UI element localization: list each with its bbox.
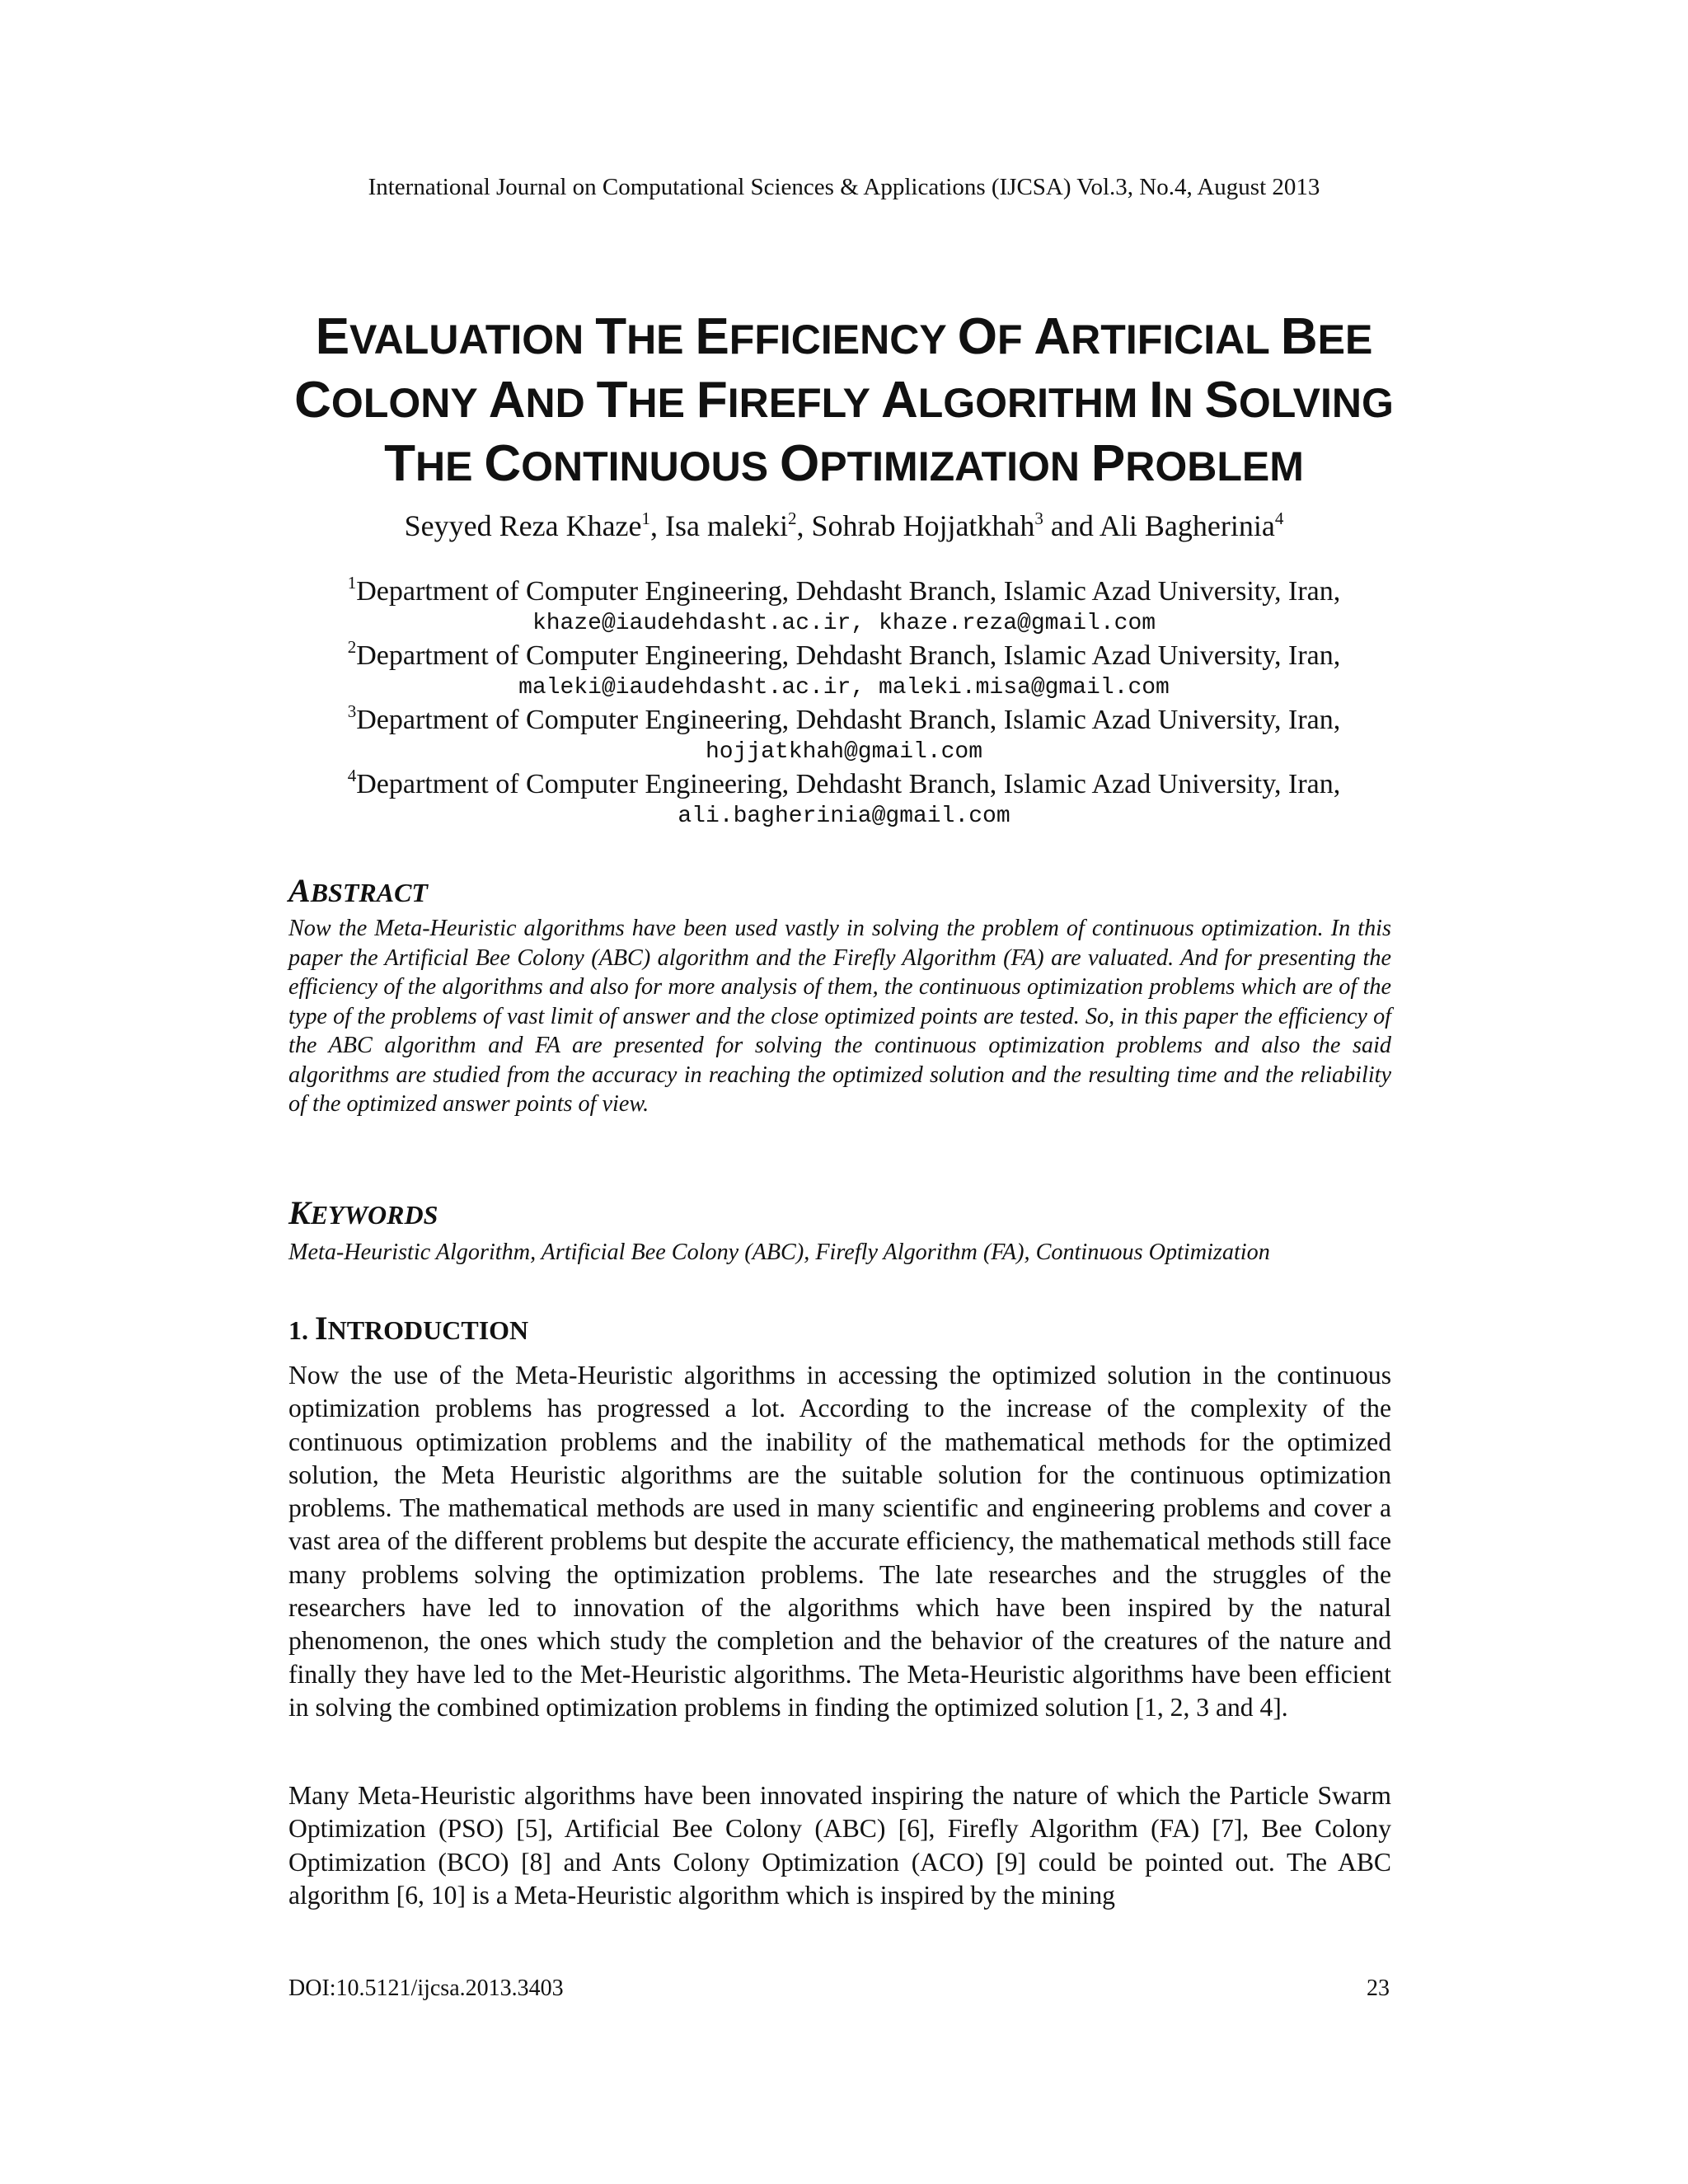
title-word [595,308,684,365]
title-word-capital: E [695,308,729,365]
title-word-rest: VALUATION [349,316,584,363]
title-word [957,308,1023,365]
keywords-heading-rest: EYWORDS [310,1200,438,1230]
author-separator: and [1043,509,1100,542]
title-word [315,308,584,365]
title-word [1149,372,1193,429]
title-word-capital: B [1280,308,1318,365]
author-list [0,503,1688,549]
affiliation-marker: 1 [347,573,357,593]
introduction-paragraph-2: Many Meta-Heuristic algorithms have been innovated inspiring the nature of which the Particle Swarm Optimization (PSO) [5], Artificial Bee Colony (ABC) [6], Firefly Algorithm (FA) [7], Bee Colony Optimization (BCO) [8] and Ants Colony Optimization (ACO) [9] could be pointed out. The ABC algorithm [6, 10] is a Meta-Heuristic algorithm which is inspired by the mining [288,1781,1391,1910]
title-word-capital: E [315,308,350,365]
title-word [880,372,1138,429]
affiliation-department: Department of Computer Engineering, Dehdasht Branch, Islamic Azad University, Iran, [356,576,1341,607]
author-name: Seyyed Reza Khaze [404,509,642,542]
abstract-heading [288,873,428,911]
title-word-capital: P [1090,435,1126,492]
title-word [780,435,1080,492]
affiliation-list [0,574,1688,832]
affiliation-text [0,703,1688,738]
title-word-capital: T [596,372,628,429]
title-word-rest: PTIMIZATION [819,443,1080,490]
title-word-capital: C [294,372,331,429]
title-word-rest: N [1163,380,1193,426]
affiliation-text [0,767,1688,802]
title-word-capital: C [484,435,522,492]
affiliation-block [0,639,1688,703]
affiliation-email[interactable]: khaze@iaudehdasht.ac.ir, khaze.reza@gmail.com [532,611,1156,636]
title-word-rest: OLONY [331,380,477,426]
affiliation-department: Department of Computer Engineering, Dehdasht Branch, Islamic Azad University, Iran, [356,769,1341,799]
title-line-1 [165,307,1523,370]
title-word-rest: ND [525,380,585,426]
affiliation-department: Department of Computer Engineering, Dehdasht Branch, Islamic Azad University, Iran, [356,705,1341,735]
title-word [484,435,769,492]
author-affiliation-marker: 3 [1034,509,1043,528]
affiliation-email[interactable]: hojjatkhah@gmail.com [705,739,983,765]
title-word-capital: A [880,372,918,429]
title-word-capital: F [696,372,728,429]
title-word-rest: IREFLY [727,380,870,426]
title-word-capital: I [1149,372,1164,429]
title-word-rest: HE [627,380,685,426]
title-word-rest: HE [415,443,473,490]
title-word-capital: A [1034,308,1071,365]
affiliation-block [0,574,1688,639]
affiliation-marker: 2 [347,637,357,657]
title-word [695,308,946,365]
keywords-heading-cap: K [288,1194,311,1231]
title-word [696,372,870,429]
title-word [1034,308,1269,365]
affiliation-marker: 3 [347,701,357,721]
affiliation-marker: 4 [347,766,357,785]
title-word-capital: O [957,308,997,365]
title-word-capital: A [488,372,526,429]
affiliation-text [0,574,1688,609]
introduction-heading-number: 1. [288,1315,315,1345]
title-word-rest: FFICIENCY [729,316,946,363]
title-word [1090,435,1304,492]
title-word-rest: ONTINUOUS [521,443,769,490]
introduction-heading-cap: I [315,1310,328,1347]
abstract-heading-rest: BSTRACT [310,878,428,907]
title-word [384,435,473,492]
affiliation-email[interactable]: maleki@iaudehdasht.ac.ir, maleki.misa@gmail.com [518,675,1170,701]
author-name: Isa maleki [665,509,788,542]
author-name: Sohrab Hojjatkhah [811,509,1035,542]
affiliation-text [0,639,1688,673]
title-word [488,372,585,429]
affiliation-department: Department of Computer Engineering, Dehdasht Branch, Islamic Azad University, Iran, [356,640,1341,671]
introduction-heading [288,1310,528,1348]
title-line-3 [165,434,1523,497]
paper-title [165,307,1523,497]
affiliation-block [0,703,1688,767]
title-word [294,372,477,429]
title-word-rest: F [996,316,1023,363]
title-word-rest: ROBLEM [1125,443,1304,490]
title-word-rest: LGORITHM [917,380,1138,426]
title-word [1280,308,1373,365]
author-affiliation-marker: 4 [1274,509,1284,528]
keywords-heading [288,1195,438,1233]
author-separator: , [650,509,665,542]
title-word-capital: T [595,308,627,365]
author-affiliation-marker: 2 [787,509,797,528]
abstract-heading-cap: A [288,872,311,909]
author-name: Ali Bagherinia [1099,509,1275,542]
title-word-rest: HE [626,316,684,363]
title-word-rest: EE [1317,316,1373,363]
affiliation-email[interactable]: ali.bagherinia@gmail.com [678,804,1010,829]
introduction-heading-rest: NTRODUCTION [327,1315,529,1345]
title-word [1204,372,1394,429]
author-affiliation-marker: 1 [641,509,650,528]
title-word [596,372,685,429]
footer-doi: DOI:10.5121/ijcsa.2013.3403 [288,1975,564,2001]
title-line-2 [165,370,1523,434]
title-word-capital: O [780,435,820,492]
author-separator: , [796,509,812,542]
title-word-capital: T [384,435,415,492]
keywords-text: Meta-Heuristic Algorithm, Artificial Bee Colony (ABC), Firefly Algorithm (FA), Continuous Optimization [288,1240,1270,1265]
running-header: International Journal on Computational Sciences & Applications (IJCSA) Vol.3, No.4, August 2013 [368,174,1320,200]
introduction-paragraph-1: Now the use of the Meta-Heuristic algorithms in accessing the optimized solution in the continuous optimization problems has progressed a lot. According to the increase of the complexity of the continuous optimization problems and the inability of the mathematical methods for the optimized solution, the Meta Heuristic algorithms are the suitable solution for the continuous optimization problems. The mathematical methods are used in many scientific and engineering problems and cover a vast area of the different problems but despite the accurate efficiency, the mathematical methods still face many problems solving the optimization problems. The late researches and the struggles of the researchers have led to innovation of the algorithms which have been inspired by the natural phenomenon, the ones which study the completion and the behavior of the creatures of the nature and finally they have led to the Met-Heuristic algorithms. The Meta-Heuristic algorithms have been efficient in solving the combined optimization problems in finding the optimized solution [1, 2, 3 and 4]. [288,1361,1391,1722]
title-word-capital: S [1204,372,1239,429]
title-word-rest: OLVING [1238,380,1394,426]
title-word-rest: RTIFICIAL [1071,316,1269,363]
abstract-text: Now the Meta-Heuristic algorithms have been used vastly in solving the problem of continuous optimization. In this paper the Artificial Bee Colony (ABC) algorithm and the Firefly Algorithm (FA) are valuated. And for presenting the efficiency of the algorithms and also for more analysis of them, the continuous optimization problems which are of the type of the problems of vast limit of answer and the close optimized points are tested. So, in this paper the efficiency of the ABC algorithm and FA are presented for solving the continuous optimization problems and also the said algorithms are studied from the accuracy in reaching the optimized solution and the resulting time and the reliability of the optimized answer points of view. [288,916,1391,1117]
footer-page-number: 23 [1367,1975,1390,2001]
affiliation-block [0,767,1688,832]
